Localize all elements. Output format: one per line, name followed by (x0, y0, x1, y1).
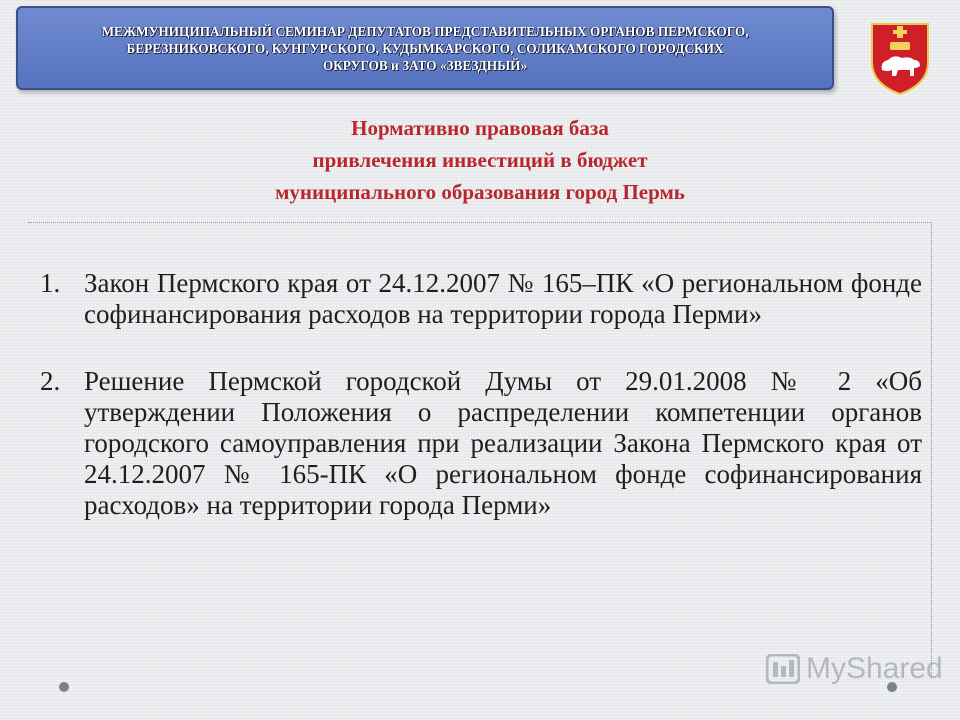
legal-acts-list (40, 268, 922, 521)
myshared-logo-icon (766, 654, 800, 684)
item-number: 2. (40, 366, 61, 396)
item-text: Закон Пермского края от 24.12.2007 № 165–ПК «О региональном фонде софинансирования расходов на территории города Перми» (84, 268, 922, 329)
seminar-banner (16, 6, 834, 90)
banner-text (101, 23, 748, 74)
title-line: Нормативно правовая база (351, 116, 609, 140)
decorative-dot-left (59, 682, 69, 692)
list-item (40, 268, 922, 330)
item-text: Решение Пермской городской Думы от 29.01.2008 № 2 «Об утверждении Положения о распределении компетенции органов городского самоуправления при реализации Закона Пермского края от 24.12.2007 № 165-ПК «О региональном фонде софинансирования расходов» на территории города Перми» (84, 366, 922, 520)
banner-line: БЕРЕЗНИКОВСКОГО, КУНГУРСКОГО, КУДЫМКАРСКОГО, СОЛИКАМСКОГО ГОРОДСКИХ (126, 40, 724, 56)
slide-title (0, 112, 960, 208)
list-item (40, 366, 922, 521)
banner-line: ОКРУГОВ и ЗАТО «ЗВЕЗДНЫЙ» (322, 57, 528, 73)
title-line: привлечения инвестиций в бюджет (312, 148, 648, 172)
watermark-text: MyShared (806, 652, 943, 685)
myshared-watermark (766, 652, 943, 686)
item-number: 1. (40, 268, 61, 298)
title-line: муниципального образования город Пермь (275, 180, 685, 204)
banner-line: МЕЖМУНИЦИПАЛЬНЫЙ СЕМИНАР ДЕПУТАТОВ ПРЕДСТАВИТЕЛЬНЫХ ОРГАНОВ ПЕРМСКОГО, (101, 23, 749, 39)
perm-bear-crest-icon (868, 18, 932, 96)
